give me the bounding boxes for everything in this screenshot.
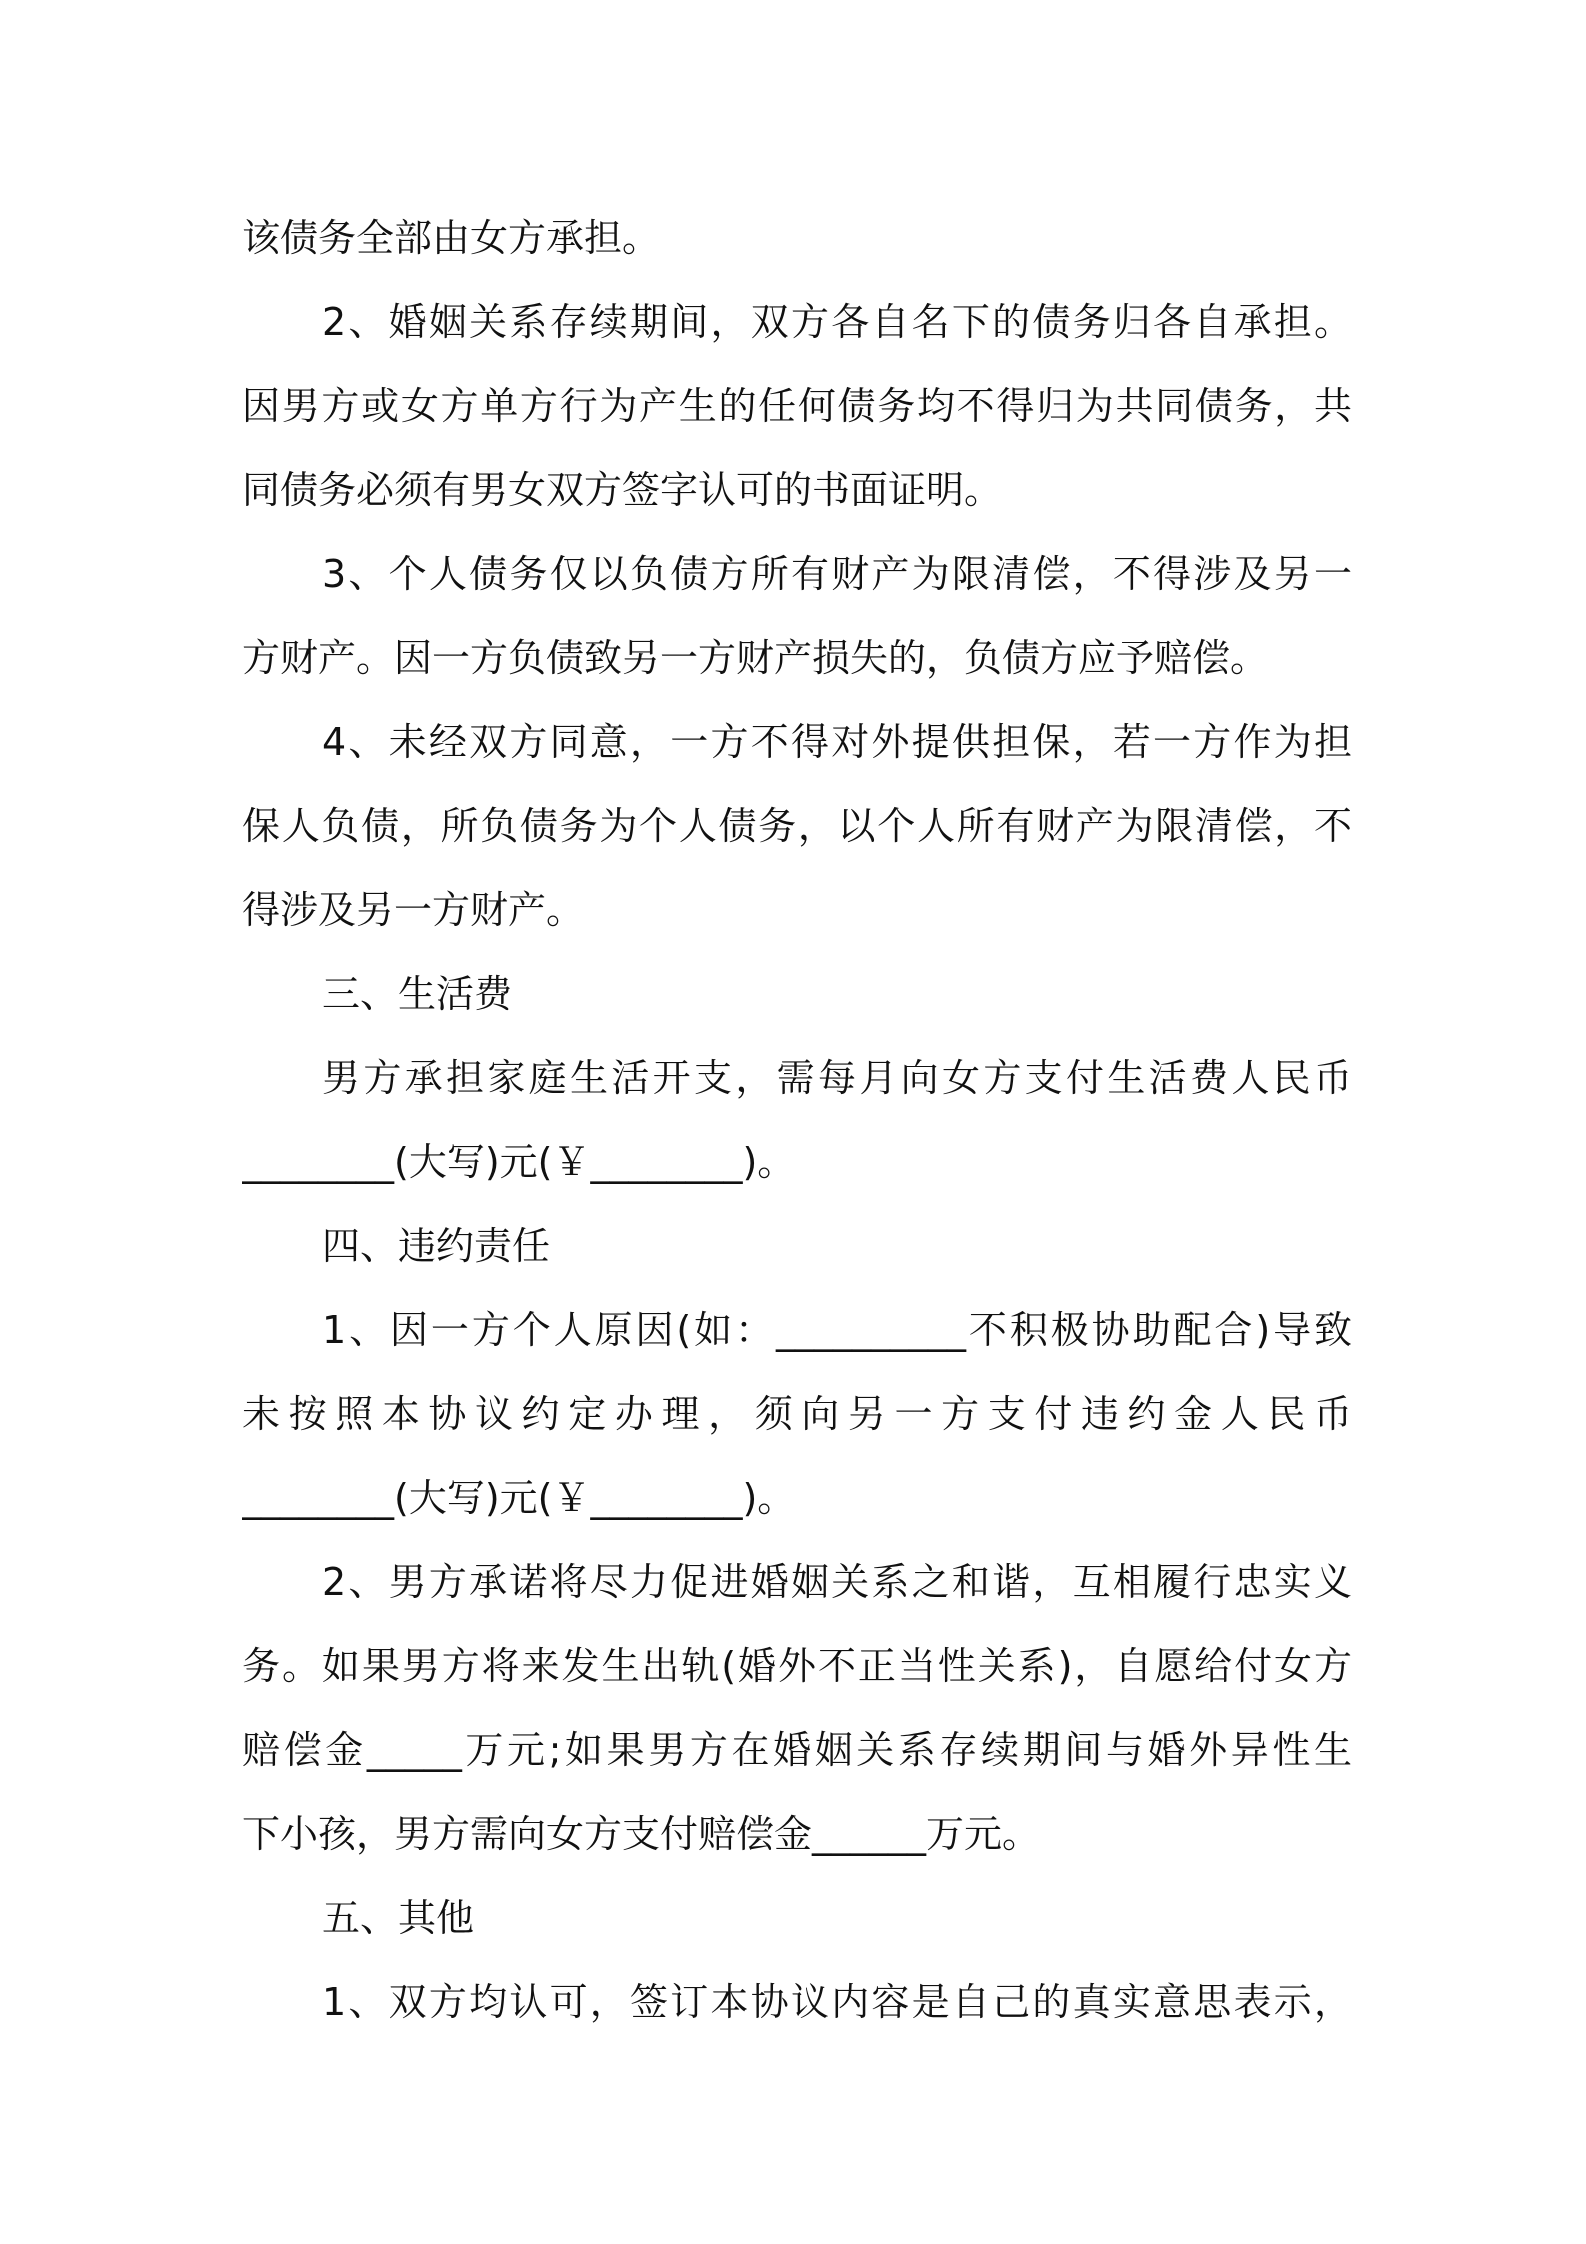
document-body — [242, 196, 1352, 2044]
text-line-12: ________(大写)元(￥________)。 — [242, 1140, 796, 1184]
section-heading-other: 五、其他 — [322, 1896, 475, 1940]
text-line-3: 因男方或女方单方行为产生的任何债务均不得归为共同债务，共 — [242, 384, 1352, 428]
text-line-15: 未按照本协议约定办理，须向另一方支付违约金人民币 — [242, 1392, 1352, 1436]
text-line-22: 1、双方均认可，签订本协议内容是自己的真实意思表示， — [322, 1980, 1352, 2024]
text-line-19: 赔偿金_____万元;如果男方在婚姻关系存续期间与婚外异性生 — [242, 1728, 1352, 1772]
text-line-17: 2、男方承诺将尽力促进婚姻关系之和谐，互相履行忠实义 — [322, 1560, 1352, 1604]
text-line-16: ________(大写)元(￥________)。 — [242, 1476, 796, 1520]
text-line-5: 3、个人债务仅以负债方所有财产为限清偿，不得涉及另一 — [322, 552, 1352, 596]
text-line-1: 该债务全部由女方承担。 — [242, 216, 661, 260]
text-line-18: 务。如果男方将来发生出轨(婚外不正当性关系)，自愿给付女方 — [242, 1644, 1352, 1688]
section-heading-living-expenses: 三、生活费 — [322, 972, 513, 1016]
text-line-14: 1、因一方个人原因(如：__________不积极协助配合)导致 — [322, 1308, 1352, 1352]
text-line-2: 2、婚姻关系存续期间，双方各自名下的债务归各自承担。 — [322, 300, 1352, 344]
text-line-20: 下小孩，男方需向女方支付赔偿金______万元。 — [242, 1812, 1041, 1856]
section-heading-breach-liability: 四、违约责任 — [322, 1224, 551, 1268]
text-line-4: 同债务必须有男女双方签字认可的书面证明。 — [242, 468, 1003, 512]
text-line-7: 4、未经双方同意，一方不得对外提供担保，若一方作为担 — [322, 720, 1352, 764]
text-line-9: 得涉及另一方财产。 — [242, 888, 585, 932]
text-line-6: 方财产。因一方负债致另一方财产损失的，负债方应予赔偿。 — [242, 636, 1269, 680]
text-line-11: 男方承担家庭生活开支，需每月向女方支付生活费人民币 — [322, 1056, 1352, 1100]
text-line-8: 保人负债，所负债务为个人债务，以个人所有财产为限清偿，不 — [242, 804, 1352, 848]
